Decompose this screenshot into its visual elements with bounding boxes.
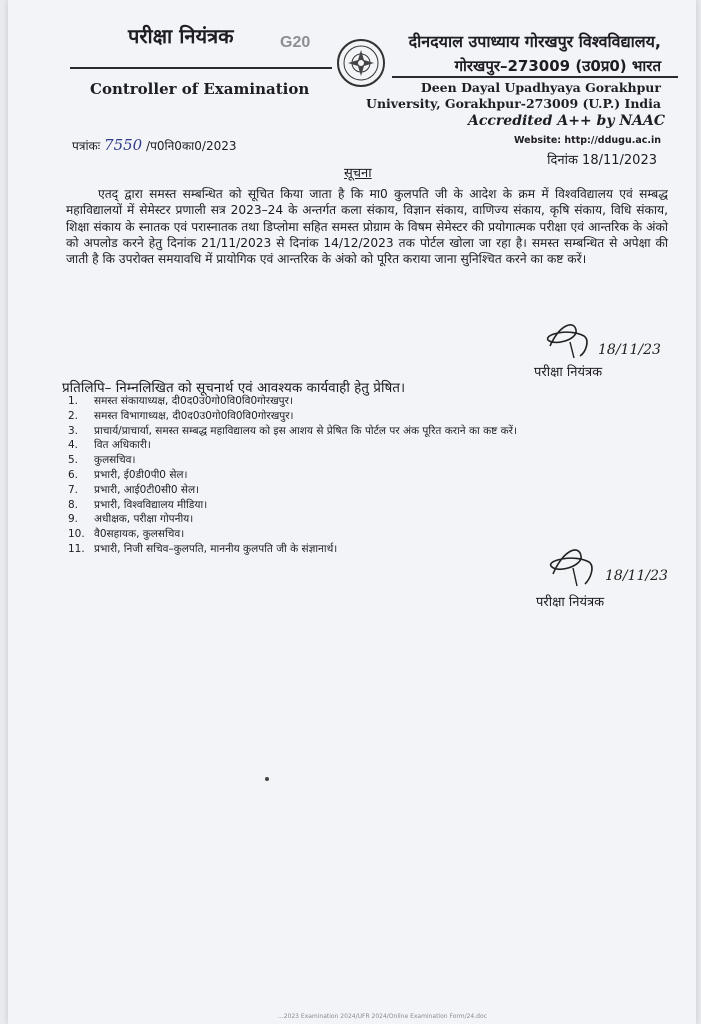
list-item: 2. समस्त विभागाध्यक्ष, दी0द0उ0गो0वि0वि0गोरखपुर।	[68, 409, 294, 422]
list-item: 4. वित अधिकारी।	[68, 439, 151, 452]
signatory-title-2: परीक्षा नियंत्रक	[536, 595, 605, 610]
university-name-english: Deen Dayal Upadhyaya Gorakhpur	[420, 80, 661, 95]
list-item: 1. समस्त संकायाध्यक्ष, दी0द0उ0गो0वि0वि0गोरखपुर।	[68, 395, 293, 407]
g20-logo: G20	[280, 34, 311, 51]
office-title-hindi: परीक्षा नियंत्रक	[128, 24, 234, 48]
list-item: 8. प्रभारी, विश्वविद्यालय मीडिया।	[68, 498, 208, 511]
list-item: 7. प्रभारी, आई0टी0सी0 सेल।	[68, 483, 200, 496]
list-item: 5. कुलसचिव।	[68, 454, 136, 467]
website-url: Website: http://ddugu.ac.in	[514, 135, 661, 146]
notice-heading: सूचना	[344, 166, 372, 181]
notice-paragraph: एतद् द्वारा समस्त सम्बन्धित को सूचित किया जाता है कि मा0 कुलपति जी के आदेश के क्रम में विश्वविद्यालय एवं सम्बद्ध महाविद्यालयों में सेमेस्टर प्रणाली सत्र 2023–24 के अन्तर्गत कला संकाय, विज्ञान संकाय, वाणिज्य संकाय, कृषि संकाय, विधि संकाय, शिक्षा संकाय के स्नातक एवं परास्नातक तथा डिप्लोमा सहित समस्त प्रोग्राम के विषम सेमेस्टर की प्रयोगात्मक परीक्षा एवं आन्तरिक के अंको को अपलोड करने हेतु दिनांक 21/11/2023 से दिनांक 14/12/2023 तक पोर्टल खोला जा रहा है। समस्त सम्बन्धित से अपेक्षा की जाती है कि उपरोक्त समयावधि में प्रायोगिक एवं आन्तरिक के अंको को पूरित कराया जाना सुनिश्चित करने का कष्ट करें।	[66, 187, 668, 267]
university-name-hindi: दीनदयाल उपाध्याय गोरखपुर विश्वविद्यालय,	[408, 32, 661, 51]
header-rule-right	[392, 76, 678, 78]
header-rule-left	[70, 67, 332, 69]
reference-label: पत्रांकः	[72, 139, 101, 153]
reference-suffix: /प0नि0का0/2023	[146, 139, 237, 153]
issue-date: दिनांक 18/11/2023	[547, 153, 657, 168]
notice-body	[66, 186, 668, 267]
signature-1-date: 18/11/23	[598, 342, 661, 358]
handwritten-reference-number: 7550	[104, 136, 143, 154]
list-item: 11. प्रभारी, निजी सचिव–कुलपति, माननीय कुलपति जी के संज्ञानार्थ।	[68, 542, 338, 555]
paper-mark	[265, 777, 269, 781]
university-address-english: University, Gorakhpur-273009 (U.P.) India	[366, 96, 661, 111]
list-item: 6. प्रभारी, ई0डी0पी0 सेल।	[68, 468, 188, 481]
office-title-english: Controller of Examination	[90, 80, 310, 98]
signatory-title-1: परीक्षा नियंत्रक	[534, 365, 603, 380]
signature-2	[545, 540, 675, 590]
university-address-hindi: गोरखपुर–273009 (उ0प्र0) भारत	[454, 57, 661, 75]
signature-1	[540, 316, 670, 362]
footer-file-path: ...2023 Examination 2024/UFR 2024/Online Examination Form/24.doc	[278, 1013, 487, 1020]
signature-2-date: 18/11/23	[605, 568, 668, 584]
copy-to-heading: प्रतिलिपि– निम्नलिखित को सूचनार्थ एवं आवश्यक कार्यवाही हेतु प्रेषित।	[62, 380, 406, 396]
reference-number	[72, 136, 236, 154]
list-item: 3. प्राचार्य/प्राचार्या, समस्त सम्बद्ध महाविद्यालय को इस आशय से प्रेषित कि पोर्टल पर अंक पूरित कराने का कष्ट करें।	[68, 424, 517, 437]
list-item: 10. वै0सहायक, कुलसचिव।	[68, 528, 185, 541]
naac-accreditation: Accredited A++ by NAAC	[468, 113, 665, 129]
university-seal-icon	[336, 38, 386, 88]
list-item: 9. अधीक्षक, परीक्षा गोपनीय।	[68, 513, 194, 526]
copy-to-list	[68, 394, 517, 557]
